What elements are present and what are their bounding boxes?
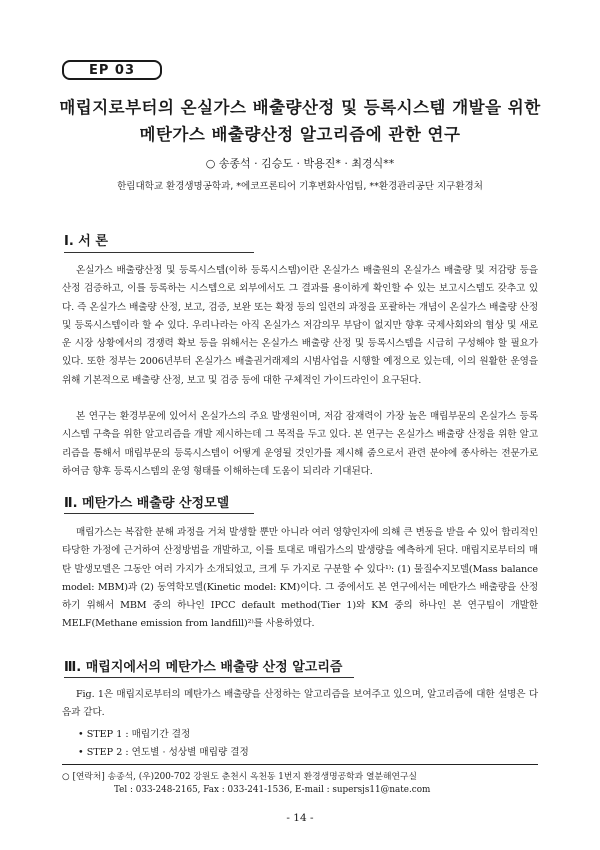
paper-title-line-2: 메탄가스 배출량산정 알고리즘에 관한 연구 bbox=[139, 125, 461, 144]
footnote-rule bbox=[62, 764, 538, 765]
section-2-underline bbox=[64, 513, 254, 514]
affiliation-list: 한림대학교 환경생명공학과, *에코프론티어 기후변화사업팀, **환경관리공단 지구환경처 bbox=[117, 181, 483, 192]
step-1: • STEP 1 : 매립기간 결정 bbox=[78, 729, 191, 740]
section-1-heading: Ⅰ. 서 론 bbox=[64, 234, 108, 249]
page-number: - 14 - bbox=[286, 812, 314, 824]
section-1-underline bbox=[64, 252, 254, 253]
section-3-paragraph-1: Fig. 1은 매립지로부터의 메탄가스 배출량을 산정하는 알고리즘을 보여주고 있으며, 알고리즘에 대한 설명은 다음과 같다. bbox=[62, 689, 538, 719]
section-3-underline bbox=[64, 677, 354, 678]
session-badge: EP 03 bbox=[62, 60, 162, 80]
section-1-paragraph-1: 온실가스 배출량산정 및 등록시스템(이하 등록시스템)이란 온실가스 배출원의 온실가스 배출량 및 저감량 등을 산정 검증하고, 이를 등록하는 시스템으로 외부에서도 그 결과를 용이하게 확인할 수 있는 보고시스템도 갖추고 있다. 즉 온실가스 배출량 산정, 보고, 검증, 보완 또는 확정 등의 일련의 과정을 포괄하는 개념이 온실가스 배출량 산정 및 등록시스템이라 할 수 있다. 우리나라는 아직 온실가스 저감의무 부담이 없지만 향후 국제사회와의 협상 및 새로운 시장 상황에서의 경쟁력 확보 등을 위해서는 온실가스 배출량 산정 및 등록시스템을 시급히 구성해야 할 필요가 있다. 또한 정부는 2006년부터 온실가스 배출권거래제의 시범사업을 시행할 예정으로 있는데, 이의 원활한 운영을 위해 기본적으로 배출량 산정, 보고 및 검증 등에 대한 구체적인 가이드라인이 요구된다. bbox=[62, 265, 538, 386]
step-2: • STEP 2 : 연도별 · 성상별 매립량 결정 bbox=[78, 747, 249, 758]
section-1-paragraph-2: 본 연구는 환경부문에 있어서 온실가스의 주요 발생원이며, 저감 잠재력이 가장 높은 매립부문의 온실가스 등록시스템 구축을 위한 알고리즘을 개발 제시하는데 그 목적을 두고 있다. 본 연구는 온실가스 배출량 산정을 위한 알고리즘을 통해서 매립부문의 등록시스템이 어떻게 운영될 것인가를 제시해 줌으로서 관련 분야에 종사하는 전문가로 하여금 향후 등록시스템의 운영 형태를 이해하는데 도움이 되리라 기대된다. bbox=[62, 411, 538, 477]
contact-footnote: ○ [연락처] 송종석, (우)200-702 강원도 춘천시 옥천동 1번지 환경생명공학과 열분해연구실 bbox=[62, 772, 417, 782]
section-3-heading: Ⅲ. 매립지에서의 메탄가스 배출량 산정 알고리즘 bbox=[64, 660, 343, 675]
section-2-heading: Ⅱ. 메탄가스 배출량 산정모델 bbox=[64, 496, 230, 511]
contact-details: Tel : 033-248-2165, Fax : 033-241-1536, E-mail : supersjs11@nate.com bbox=[114, 785, 431, 795]
paper-title-line-1: 매립지로부터의 온실가스 배출량산정 및 등록시스템 개발을 위한 bbox=[59, 98, 541, 117]
author-list: ○ 송종석 · 김승도 · 박용진* · 최경식** bbox=[205, 157, 395, 170]
section-2-paragraph-1: 매립가스는 복잡한 분해 과정을 거쳐 발생할 뿐만 아니라 여러 영향인자에 의해 큰 변동을 받을 수 있어 합리적인 타당한 가정에 근거하여 산정방법을 개발하고, 이를 토대로 매립가스의 발생량을 예측하게 된다. 매립지로부터의 매탄 발생모델은 그동안 여러 가지가 소개되었고, 크게 두 가지로 구분할 수 있다¹⁾: (1) 물질수지모델(Mass balance model: MBM)과 (2) 동역학모델(Kinetic model: KM)이다. 그 중에서도 본 연구에서는 메탄가스 배출량을 산정하기 위해서 MBM 중의 하나인 IPCC default method(Tier 1)와 KM 중의 하나인 본 연구팀이 개발한 MELF(Methane emission from landfill)²⁾를 사용하였다. bbox=[62, 527, 538, 630]
